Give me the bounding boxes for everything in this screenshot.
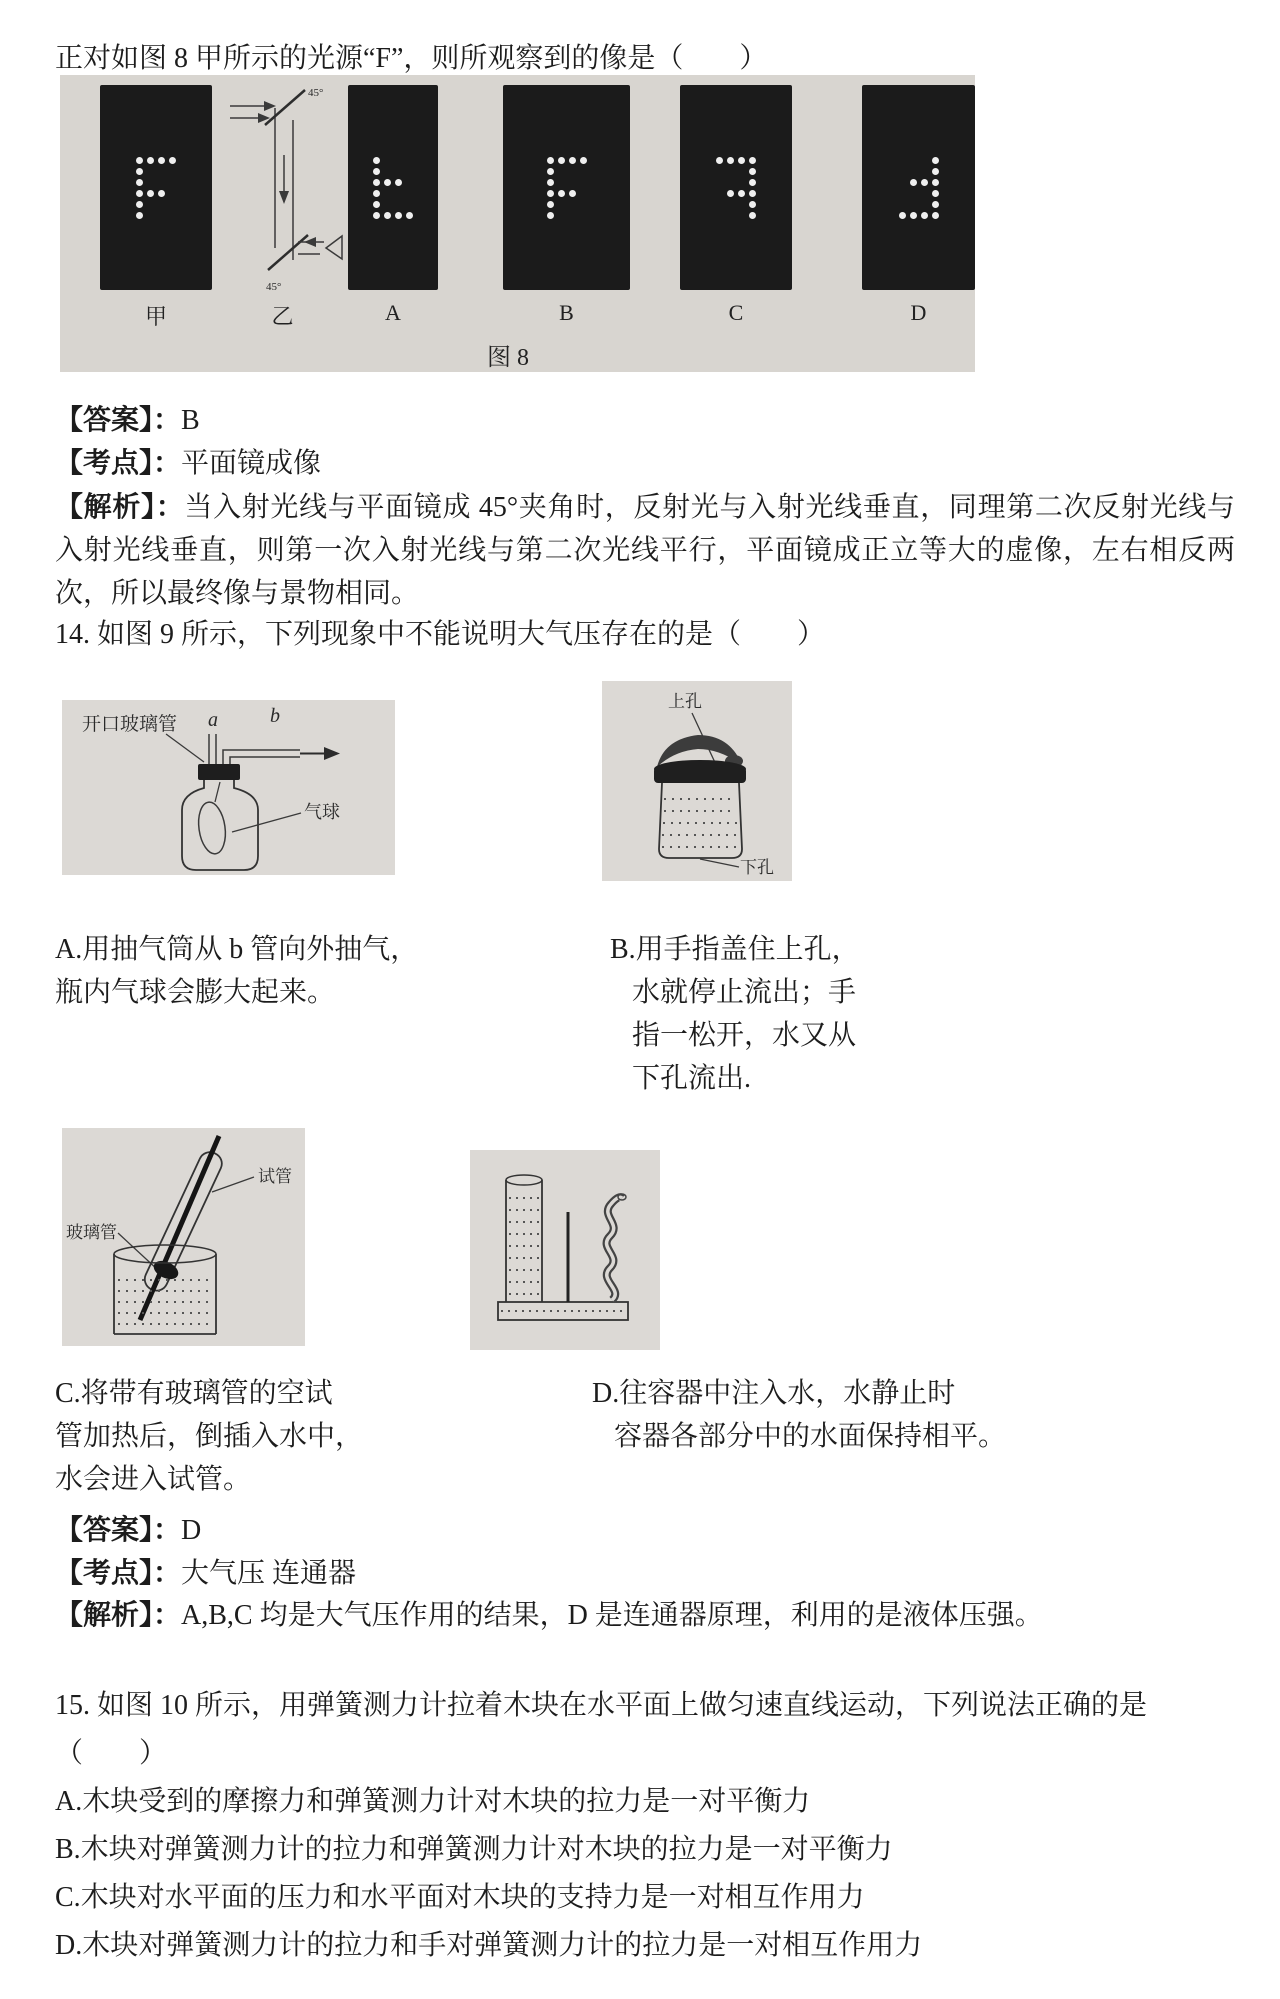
test-tube-label: 试管 [258, 1167, 292, 1186]
figure8-panel-c [680, 85, 792, 290]
pump-flask-drawing [62, 700, 395, 875]
option-b-line1: B.用手指盖住上孔， [610, 934, 860, 965]
figure8-panel-jia [100, 85, 212, 290]
figure-9b-holed-can [602, 681, 792, 881]
analysis-label: 【解析】： [55, 492, 185, 523]
option-c-line2: 管加热后，倒插入水中， [55, 1421, 364, 1452]
panel-label-a: A [385, 300, 401, 325]
q14-question: 14. 如图 9 所示，下列现象中不能说明大气压存在的是（ ） [55, 619, 826, 650]
option-b-line2: 水就停止流出；手 [632, 977, 857, 1008]
option-a-line1: A.用抽气筒从 b 管向外抽气， [55, 934, 419, 965]
figure8-panel-d [862, 85, 975, 290]
q13-question: 正对如图 8 甲所示的光源“F”，则所观察到的像是（ ） [55, 43, 768, 74]
analysis-label: 【解析】： [55, 1600, 182, 1631]
q13-analysis [55, 486, 1235, 615]
dot-matrix-f [136, 157, 176, 219]
option-a-line2: 瓶内气球会膨大起来。 [55, 977, 336, 1008]
mirror-diagram [220, 80, 345, 305]
topic-value: 大气压 连通器 [181, 1558, 357, 1589]
figure-9c-test-tube-beaker [62, 1128, 305, 1346]
topic-label: 【考点】： [55, 448, 182, 479]
dot-matrix-f-flipped-vertically [373, 157, 413, 219]
answer-value: D [181, 1515, 202, 1546]
q14-option-d [592, 1372, 1006, 1458]
analysis-text: A,B,C 均是大气压作用的结果，D 是连通器原理，利用的是液体压强。 [181, 1600, 1043, 1631]
open-tube-label: 开口玻璃管 [82, 714, 178, 735]
top-hole-label: 上孔 [668, 692, 702, 711]
option-d-line1: D.往容器中注入水，水静止时 [592, 1378, 956, 1409]
figure8-panel-a [348, 85, 438, 290]
q14-option-c [55, 1372, 363, 1501]
answer-value: B [181, 405, 200, 436]
figure-8 [60, 75, 975, 372]
topic-label: 【考点】： [55, 1558, 182, 1589]
q13-topic-line [55, 441, 321, 481]
q15-option-a: A.木块受到的摩擦力和弹簧测力计对木块的拉力是一对平衡力 [55, 1786, 811, 1817]
option-c-line1: C.将带有玻璃管的空试 [55, 1378, 333, 1409]
q15-option-c: C.木块对水平面的压力和水平面对木块的支持力是一对相互作用力 [55, 1882, 865, 1913]
option-c-line3: 水会进入试管。 [55, 1464, 252, 1495]
dot-matrix-f [547, 157, 587, 219]
option-b-line4: 下孔流出. [632, 1063, 752, 1094]
dot-matrix-f-rotated-180 [899, 157, 939, 219]
q15-question-line1: 15. 如图 10 所示，用弹簧测力计拉着木块在水平面上做匀速直线运动，下列说法正确的是 [55, 1690, 1148, 1721]
panel-label-yi: 乙 [271, 304, 294, 329]
topic-value: 平面镜成像 [181, 448, 322, 479]
glass-tube-label: 玻璃管 [66, 1223, 117, 1242]
angle-bottom-label: 45° [266, 281, 282, 293]
q14-answer-line [55, 1508, 201, 1548]
angle-top-label: 45° [308, 87, 324, 99]
test-tube-drawing [62, 1128, 305, 1346]
holed-can-drawing [602, 681, 792, 881]
balloon-label: 气球 [304, 802, 340, 822]
panel-label-jia: 甲 [144, 304, 167, 329]
q15-option-b: B.木块对弹簧测力计的拉力和弹簧测力计对木块的拉力是一对平衡力 [55, 1834, 893, 1865]
q15-section [55, 1682, 1245, 1970]
q13-answer-line [55, 398, 200, 438]
figure-9d-connected-vessel [470, 1150, 660, 1350]
bottom-hole-label: 下孔 [740, 858, 774, 877]
answer-label: 【答案】： [55, 405, 182, 436]
tube-a-label: a [208, 709, 218, 731]
q14-analysis [55, 1594, 1235, 1637]
q14-option-b [610, 928, 860, 1100]
panel-label-c: C [728, 300, 744, 325]
answer-label: 【答案】： [55, 1515, 182, 1546]
tube-b-label: b [270, 705, 280, 727]
figure8-caption: 图 8 [487, 345, 529, 371]
q15-option-d: D.木块对弹簧测力计的拉力和手对弹簧测力计的拉力是一对相互作用力 [55, 1930, 923, 1961]
q14-option-a [55, 928, 418, 1014]
connected-vessel-drawing [470, 1150, 660, 1350]
analysis-text: 当入射光线与平面镜成 45°夹角时，反射光与入射光线垂直，同理第二次反射光线与入射光线垂直，则第一次入射光线与第二次光线平行，平面镜成正立等大的虚像，左右相反两次，所以最终像与景物相同。 [55, 492, 1235, 609]
eye-icon [326, 236, 342, 259]
option-b-line3: 指一松开，水又从 [632, 1020, 857, 1051]
dot-matrix-f-mirrored [716, 157, 756, 219]
q14-topic-line [55, 1551, 356, 1591]
panel-label-b: B [559, 300, 574, 325]
figure-9a-pump-flask [62, 700, 395, 875]
panel-label-d: D [910, 300, 927, 325]
figure8-panel-b [503, 85, 630, 290]
option-d-line2: 容器各部分中的水面保持相平。 [614, 1421, 1007, 1452]
q15-question-line2: （ ） [55, 1738, 168, 1769]
balloon-shape [196, 800, 229, 855]
